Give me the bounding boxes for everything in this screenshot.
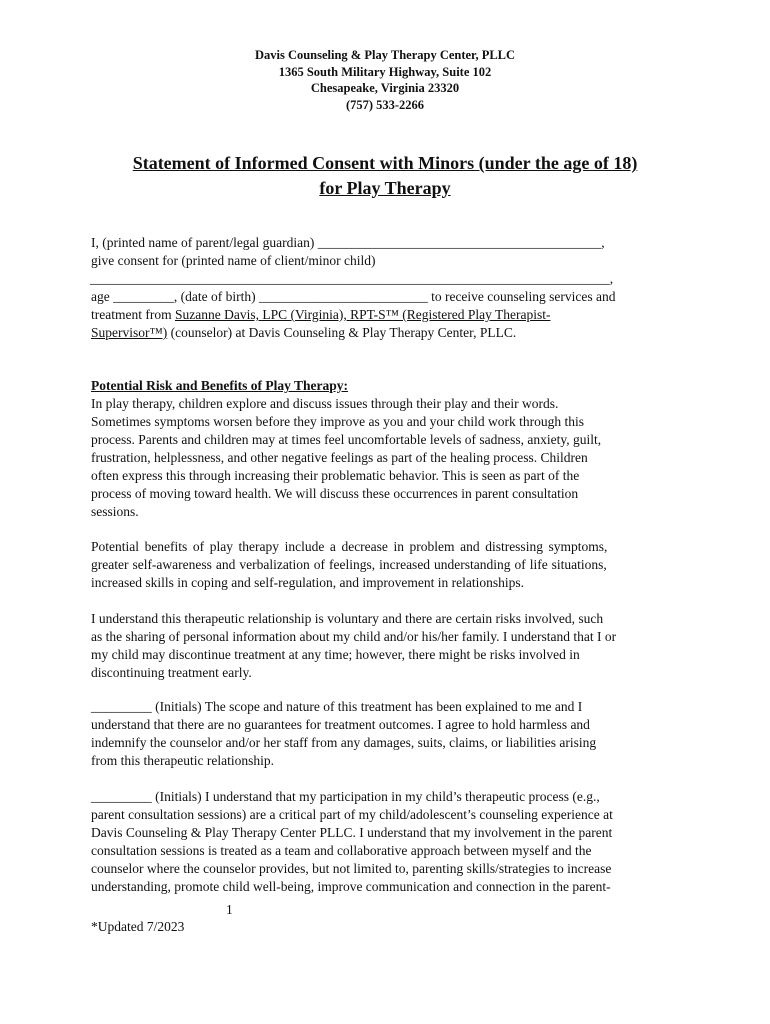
- title-line-1: Statement of Informed Consent with Minors (under the age of 18): [132, 153, 638, 173]
- city-line: Chesapeake, Virginia 23320: [310, 81, 460, 95]
- paragraph-line: increased skills in coping and self-regulation, and improvement in relationships.: [91, 575, 525, 590]
- paragraph-line: consultation sessions is treated as a team and collaborative approach between myself and the: [91, 843, 592, 858]
- paragraph-line: often express this through increasing their problematic behavior. This is seen as part of the: [91, 468, 580, 483]
- paragraph-initials-participation: [91, 788, 681, 896]
- paragraph-line: I understand this therapeutic relationship is voluntary and there are certain risks involved, such: [91, 611, 604, 626]
- counselor-credential-text: Suzanne Davis, LPC (Virginia), RPT-S™ (Registered Play Therapist-: [174, 307, 551, 322]
- title-line-2: for Play Therapy: [319, 178, 451, 198]
- age-dob-line: age _________, (date of birth) _________________________ to receive counseling services and: [91, 289, 616, 304]
- paragraph-line: process of moving toward health. We will discuss these occurrences in parent consultation: [91, 486, 579, 501]
- minor-name-label: give consent for (printed name of client/minor child): [91, 253, 376, 268]
- paragraph-line: _________ (Initials) I understand that my participation in my child’s therapeutic process (e.g.,: [91, 789, 600, 804]
- risk-benefits-section: [91, 377, 681, 521]
- paragraph-line: from this therapeutic relationship.: [91, 753, 274, 768]
- paragraph-line: Potential benefits of play therapy include a decrease in problem and distressing symptoms,: [91, 539, 608, 554]
- paragraph-line: understanding, promote child well-being, improve communication and connection in the parent-: [91, 879, 611, 894]
- paragraph-line: _________ (Initials) The scope and nature of this treatment has been explained to me and I: [91, 699, 583, 714]
- minor-name-blank: _____________________________________________________________________________,: [90, 271, 614, 286]
- paragraph-initials-scope: [91, 698, 681, 770]
- practice-name: Davis Counseling & Play Therapy Center, PLLC: [254, 48, 516, 62]
- supervisor-credential-text: Supervisor™): [91, 325, 168, 340]
- paragraph-line: my child may discontinue treatment at any time; however, there might be risks involved in: [91, 647, 580, 662]
- letterhead: [0, 47, 770, 113]
- paragraph-line: as the sharing of personal information about my child and/or his/her family. I understand that I or: [91, 629, 617, 644]
- paragraph-line: understand that there are no guarantees for treatment outcomes. I agree to hold harmless and: [91, 717, 590, 732]
- paragraph-voluntary: [91, 610, 681, 682]
- guardian-name-line: I, (printed name of parent/legal guardian) __________________________________________,: [91, 235, 605, 250]
- treatment-from-text: treatment from: [91, 307, 175, 322]
- paragraph-line: discontinuing treatment early.: [91, 665, 252, 680]
- paragraph-line: Sometimes symptoms worsen before they improve as you and your child work through this: [91, 414, 585, 429]
- counselor-location-text: (counselor) at Davis Counseling & Play Therapy Center, PLLC.: [167, 325, 517, 340]
- section-heading: Potential Risk and Benefits of Play Therapy:: [91, 378, 349, 393]
- paragraph-benefits: [91, 538, 681, 592]
- paragraph-line: In play therapy, children explore and discuss issues through their play and their words.: [91, 396, 559, 411]
- paragraph-line: greater self-awareness and verbalization of feelings, increased understanding of life situations,: [91, 557, 607, 572]
- paragraph-line: counselor where the counselor provides, but not limited to, parenting skills/strategies to increase: [91, 861, 612, 876]
- page-number: 1: [226, 902, 233, 917]
- treatment-from-line: [91, 306, 681, 324]
- paragraph-line: indemnify the counselor and/or her staff from any damages, suits, claims, or liabilities arising: [91, 735, 597, 750]
- paragraph-line: Davis Counseling & Play Therapy Center PLLC. I understand that my involvement in the parent: [91, 825, 613, 840]
- paragraph-line: parent consultation sessions) are a critical part of my child/adolescent’s counseling experience at: [91, 807, 613, 822]
- paragraph-line: frustration, helplessness, and other negative feelings as part of the healing process. Children: [91, 450, 588, 465]
- address-line: 1365 South Military Highway, Suite 102: [278, 64, 492, 79]
- paragraph-line: process. Parents and children may at times feel uncomfortable levels of sadness, anxiety, guilt,: [91, 432, 602, 447]
- paragraph-line: sessions.: [91, 504, 139, 519]
- document-title: [60, 151, 710, 201]
- consent-intro: [91, 234, 681, 342]
- counselor-line: [91, 324, 681, 342]
- paragraph-play-therapy-risks: [91, 395, 681, 521]
- updated-date: *Updated 7/2023: [91, 919, 185, 934]
- phone-number: (757) 533-2266: [345, 97, 425, 112]
